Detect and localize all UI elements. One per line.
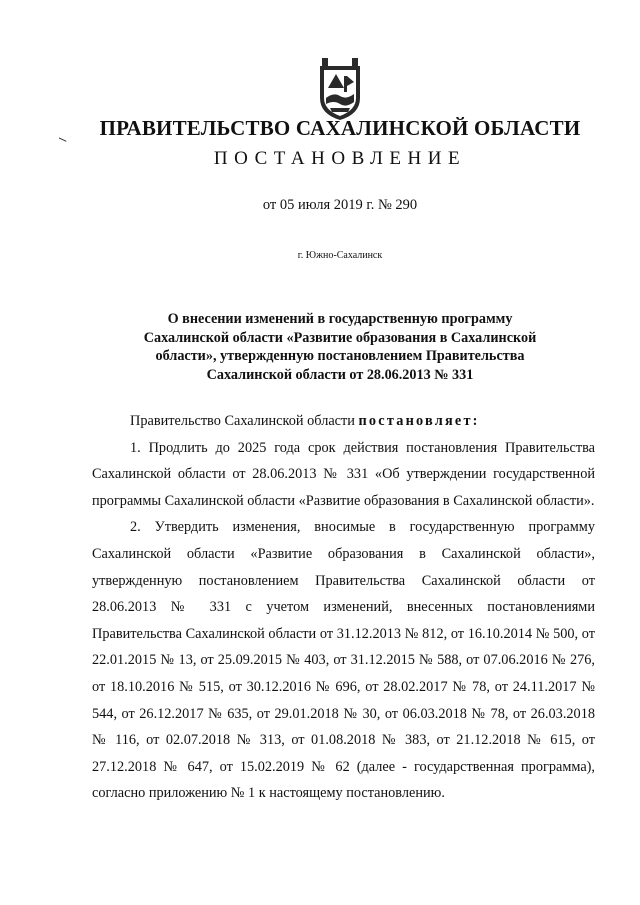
- resolution-item-2: 2. Утвердить изменения, вносимые в государственную программу Сахалинской области «Развитие образования в Сахалинской области», утвержденную постановлением Правительства Сахалинской области от 28.06.2013 № 331 с учетом изменений, внесенных постановлениями Правительства Сахалинской области от 31.12.2013 № 812, от 16.10.2014 № 500, от 22.01.2015 № 13, от 25.09.2015 № 403, от 31.12.2015 № 588, от 07.06.2016 № 276, от 18.10.2016 № 515, от 30.12.2016 № 696, от 28.02.2017 № 78, от 24.11.2017 № 544, от 26.12.2017 № 635, от 29.01.2018 № 30, от 06.03.2018 № 78, от 26.03.2018 № 116, от 02.07.2018 № 313, от 01.08.2018 № 383, от 21.12.2018 № 615, от 27.12.2018 № 647, от 15.02.2019 № 62 (далее - государственная программа), согласно приложению № 1 к настоящему постановлению.: [92, 519, 595, 802]
- subject-line: Сахалинской области от 28.06.2013 № 331: [206, 366, 474, 383]
- subject-line: О внесении изменений в государственную программу: [167, 311, 513, 327]
- document-body: [92, 408, 595, 807]
- document-city: г. Южно-Сахалинск: [297, 250, 383, 261]
- subject-line: области», утвержденную постановлением Правительства: [155, 348, 525, 364]
- government-title: ПРАВИТЕЛЬСТВО САХАЛИНСКОЙ ОБЛАСТИ: [99, 116, 581, 140]
- resolution-item-1: 1. Продлить до 2025 года срок действия постановления Правительства Сахалинской области от 28.06.2013 № 331 «Об утверждении государственной программы Сахалинской области «Развитие образования в Сахалинской области».: [92, 439, 595, 509]
- sakhalin-coat-of-arms-icon: [314, 58, 366, 122]
- document-subject: [120, 310, 560, 384]
- document-type: ПОСТАНОВЛЕНИЕ: [213, 148, 467, 169]
- resolves-keyword: постановляет:: [358, 413, 480, 429]
- document-date-number: от 05 июля 2019 г. № 290: [262, 197, 418, 213]
- subject-line: Сахалинской области «Развитие образования в Сахалинской: [143, 329, 537, 346]
- resolution-intro: [92, 408, 595, 435]
- intro-text: Правительство Сахалинской области: [130, 413, 359, 429]
